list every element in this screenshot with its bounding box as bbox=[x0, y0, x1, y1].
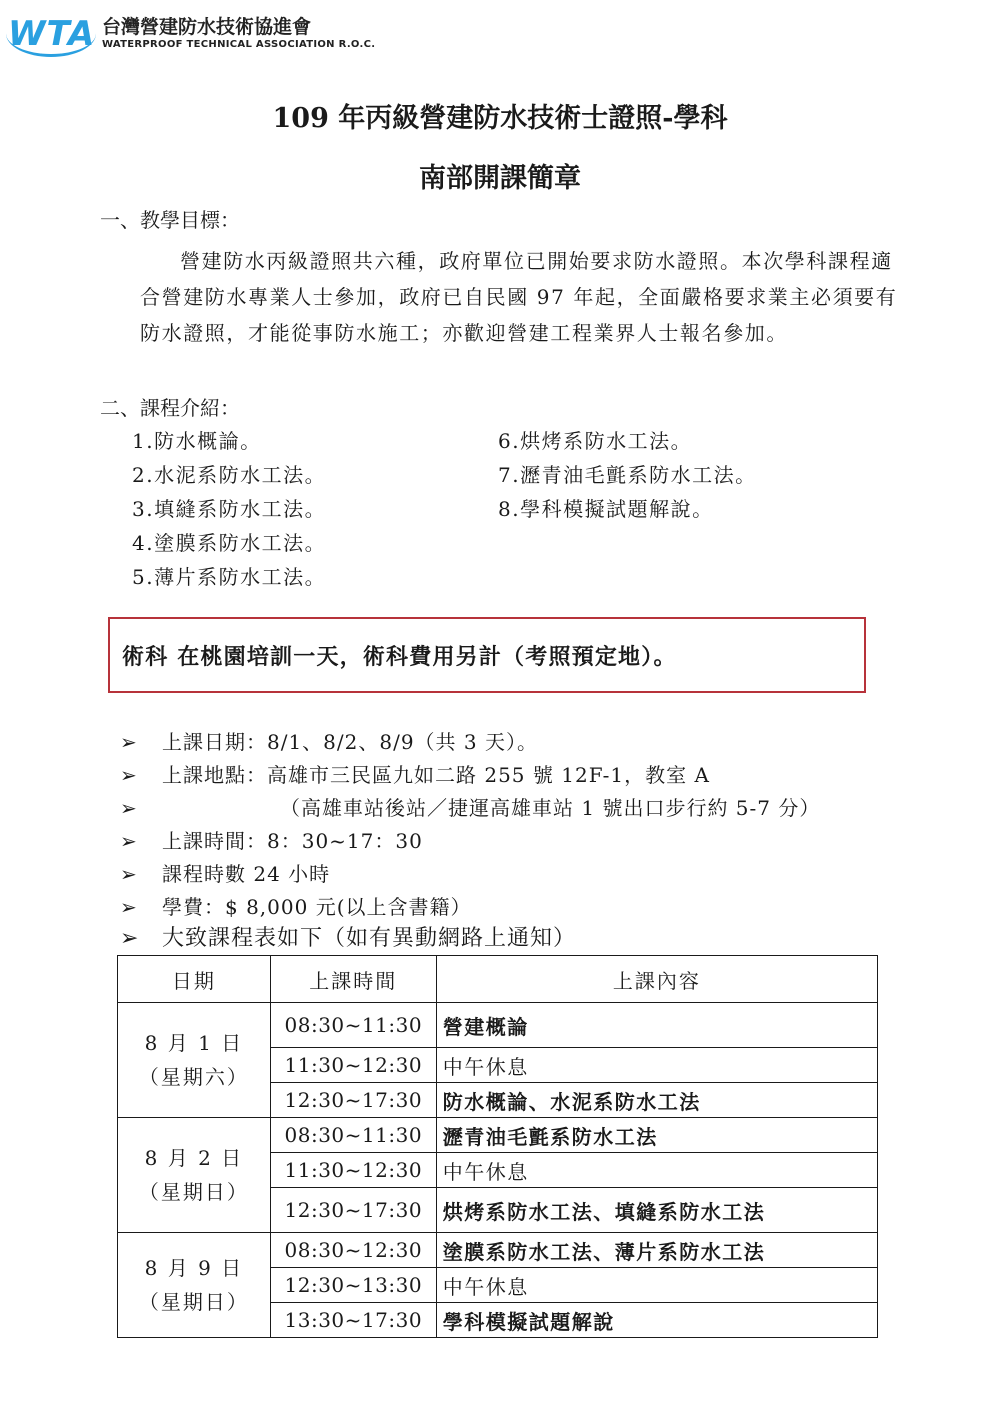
date-cell bbox=[118, 1003, 271, 1118]
page-subtitle: 南部開課簡章 bbox=[419, 163, 581, 194]
course-list-left bbox=[132, 424, 326, 594]
bullet-time bbox=[120, 826, 423, 856]
date-label: 8 月 2 日 bbox=[144, 1146, 244, 1170]
bullet-date bbox=[120, 727, 538, 757]
content-cell: 營建概論 bbox=[436, 1003, 877, 1048]
bullet-text: （高雄車站後站／捷運高雄車站 1 號出口步行約 5-7 分） bbox=[280, 796, 821, 820]
content-cell: 烘烤系防水工法、填縫系防水工法 bbox=[436, 1188, 877, 1233]
arrow-icon: ➢ bbox=[120, 895, 138, 919]
time-cell: 11:30~12:30 bbox=[270, 1153, 436, 1188]
content-cell: 防水概論、水泥系防水工法 bbox=[436, 1083, 877, 1118]
bullet-hours bbox=[120, 859, 330, 889]
table-header-row bbox=[118, 956, 878, 1003]
org-name-en: WATERPROOF TECHNICAL ASSOCIATION R.O.C. bbox=[102, 39, 376, 50]
bullet-text: 大致課程表如下（如有異動網路上通知） bbox=[162, 926, 577, 951]
course-item: 3.填縫系防水工法。 bbox=[132, 497, 327, 521]
time-cell: 08:30~11:30 bbox=[270, 1003, 436, 1048]
date-label: 8 月 1 日 bbox=[144, 1031, 244, 1055]
col-header-date: 日期 bbox=[118, 956, 271, 1003]
col-header-content: 上課內容 bbox=[436, 956, 877, 1003]
date-cell bbox=[118, 1233, 271, 1338]
schedule-table bbox=[117, 955, 878, 1338]
table-row bbox=[118, 1233, 878, 1268]
bullet-fee bbox=[120, 892, 472, 922]
arrow-icon: ➢ bbox=[120, 763, 138, 787]
bullet-text: 上課日期：8/1、8/2、8/9（共 3 天）。 bbox=[162, 730, 539, 754]
time-cell: 08:30~12:30 bbox=[270, 1233, 436, 1268]
arrow-icon: ➢ bbox=[120, 862, 138, 886]
section-2-heading: 二、課程介紹： bbox=[100, 396, 240, 420]
weekday-label: （星期日） bbox=[138, 1180, 249, 1204]
notice-text: 術科 在桃園培訓一天，術科費用另計（考照預定地）。 bbox=[122, 644, 677, 670]
section-1-paragraph: 營建防水丙級證照共六種，政府單位已開始要求防水證照。本次學科課程適合營建防水專業人士參加，政府已自民國 97 年起，全面嚴格要求業主必須要有防水證照，才能從事防水施工；亦歡迎營建工程業界人士報名參加。 bbox=[140, 249, 898, 345]
course-list-right bbox=[498, 424, 757, 526]
content-cell: 瀝青油毛氈系防水工法 bbox=[436, 1118, 877, 1153]
bullet-text: 上課地點：高雄市三民區九如二路 255 號 12F-1，教室 A bbox=[162, 763, 710, 787]
bullet-location-note bbox=[120, 793, 820, 823]
bullet-location bbox=[120, 760, 710, 790]
course-item: 5.薄片系防水工法。 bbox=[132, 565, 327, 589]
content-cell: 學科模擬試題解說 bbox=[436, 1303, 877, 1338]
time-cell: 12:30~13:30 bbox=[270, 1268, 436, 1303]
section-1-heading: 一、教學目標： bbox=[100, 208, 240, 232]
time-cell: 12:30~17:30 bbox=[270, 1083, 436, 1118]
page-title: 109 年丙級營建防水技術士證照-學科 bbox=[272, 103, 728, 134]
time-cell: 13:30~17:30 bbox=[270, 1303, 436, 1338]
arrow-icon: ➢ bbox=[120, 730, 138, 754]
bullet-text: 課程時數 24 小時 bbox=[162, 862, 331, 886]
time-cell: 11:30~12:30 bbox=[270, 1048, 436, 1083]
bullet-text: 學費：$ 8,000 元(以上含書籍） bbox=[162, 895, 472, 919]
course-item: 1.防水概論。 bbox=[132, 429, 262, 453]
bullet-schedule-intro bbox=[120, 924, 576, 954]
table-row bbox=[118, 1003, 878, 1048]
wta-logo: WTA bbox=[8, 14, 96, 54]
col-header-time: 上課時間 bbox=[270, 956, 436, 1003]
table-row bbox=[118, 1118, 878, 1153]
arrow-icon: ➢ bbox=[120, 829, 138, 853]
weekday-label: （星期六） bbox=[138, 1065, 249, 1089]
org-name: 台灣營建防水技術協進會 bbox=[102, 16, 312, 38]
arrow-icon: ➢ bbox=[120, 796, 138, 820]
bullet-text: 上課時間：8：30~17：30 bbox=[162, 829, 423, 853]
date-cell bbox=[118, 1118, 271, 1233]
course-item: 8.學科模擬試題解說。 bbox=[498, 497, 714, 521]
date-label: 8 月 9 日 bbox=[144, 1256, 244, 1280]
time-cell: 12:30~17:30 bbox=[270, 1188, 436, 1233]
course-item: 7.瀝青油毛氈系防水工法。 bbox=[498, 463, 757, 487]
course-item: 4.塗膜系防水工法。 bbox=[132, 531, 327, 555]
weekday-label: （星期日） bbox=[138, 1290, 249, 1314]
content-cell: 中午休息 bbox=[436, 1268, 877, 1303]
content-cell: 塗膜系防水工法、薄片系防水工法 bbox=[436, 1233, 877, 1268]
arrow-icon: ➢ bbox=[120, 926, 140, 951]
course-item: 6.烘烤系防水工法。 bbox=[498, 429, 693, 453]
content-cell: 中午休息 bbox=[436, 1048, 877, 1083]
content-cell: 中午休息 bbox=[436, 1153, 877, 1188]
time-cell: 08:30~11:30 bbox=[270, 1118, 436, 1153]
course-item: 2.水泥系防水工法。 bbox=[132, 463, 327, 487]
